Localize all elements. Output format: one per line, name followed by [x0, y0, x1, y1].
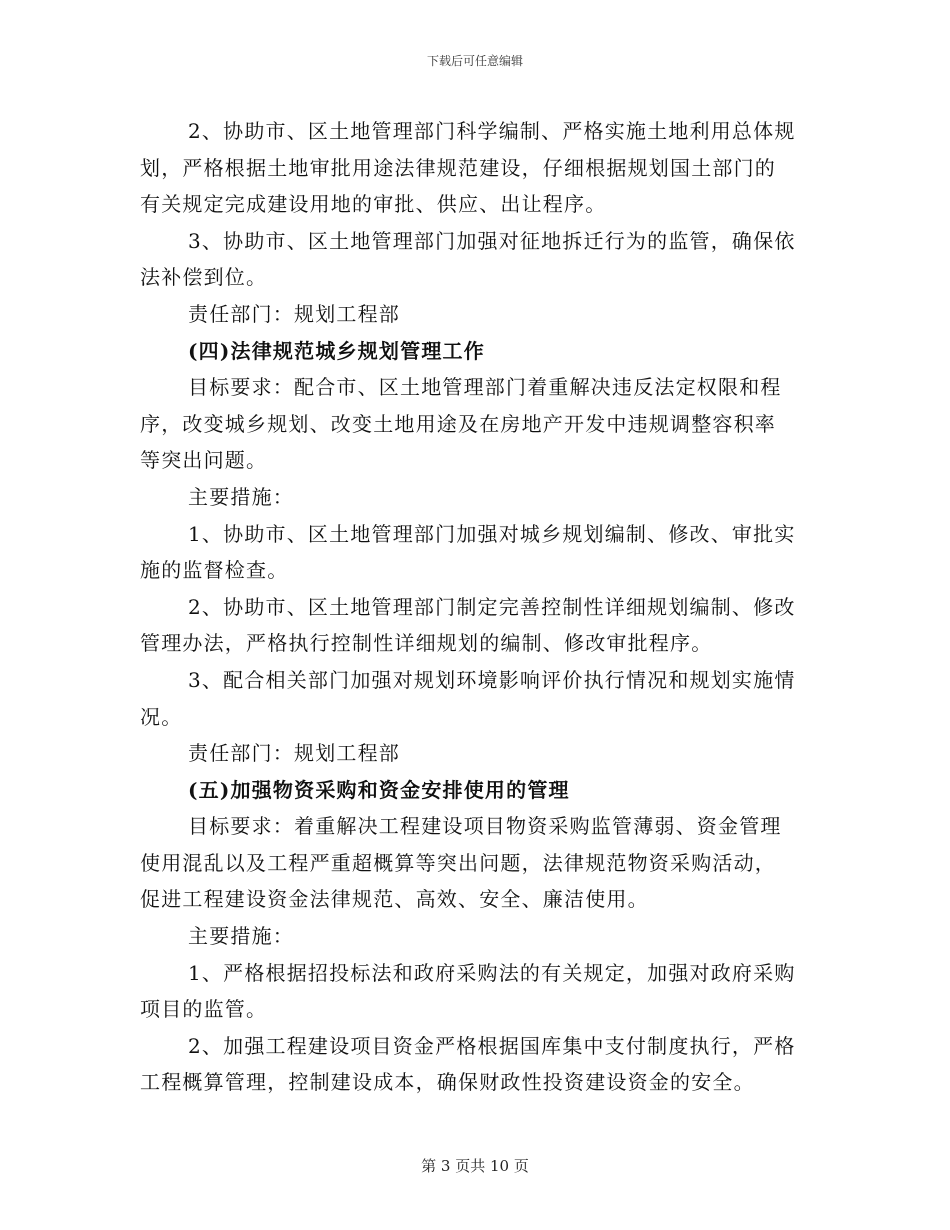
paragraph-line: 使用混乱以及工程严重超概算等突出问题，法律规范物资采购活动， [140, 850, 776, 875]
paragraph-line: 工程概算管理，控制建设成本，确保财政性投资建设资金的安全。 [140, 1070, 755, 1095]
measures-label: 主要措施： [188, 924, 294, 949]
paragraph-line: 况。 [140, 704, 183, 729]
paragraph-line: 管理办法，严格执行控制性详细规划的编制、修改审批程序。 [140, 631, 713, 656]
paragraph-line: 有关规定完成建设用地的审批、供应、出让程序。 [140, 192, 607, 217]
paragraph-line: 施的监督检查。 [140, 558, 289, 583]
paragraph-line: 2、协助市、区土地管理部门制定完善控制性详细规划编制、修改 [188, 594, 796, 619]
paragraph-line: 序，改变城乡规划、改变土地用途及在房地产开发中违规调整容积率 [140, 411, 776, 436]
responsible-department-line: 责任部门：规划工程部 [188, 301, 400, 326]
paragraph-line: 2、协助市、区土地管理部门科学编制、严格实施土地利用总体规 [188, 119, 796, 143]
paragraph-line: 3、配合相关部门加强对规划环境影响评价执行情况和规划实施情 [188, 667, 796, 692]
paragraph-line: 目标要求：着重解决工程建设项目物资采购监管薄弱、资金管理 [188, 814, 782, 839]
paragraph-line: 目标要求：配合市、区土地管理部门着重解决违反法定权限和程 [188, 375, 782, 400]
page-footer: 第 3 页共 10 页 [421, 1157, 529, 1175]
measures-label: 主要措施： [188, 484, 294, 509]
responsible-department-line: 责任部门：规划工程部 [188, 741, 400, 766]
paragraph-line: 2、加强工程建设项目资金严格根据国库集中支付制度执行，严格 [188, 1033, 796, 1058]
page-header: 下载后可任意编辑 [426, 54, 523, 68]
paragraph-line: 划，严格根据土地审批用途法律规范建设，仔细根据规划国土部门的 [140, 155, 776, 180]
paragraph-line: 1、严格根据招投标法和政府采购法的有关规定，加强对政府采购 [188, 960, 796, 985]
paragraph-line: 1、协助市、区土地管理部门加强对城乡规划编制、修改、审批实 [188, 521, 796, 546]
paragraph-line: 法补偿到位。 [140, 265, 268, 290]
paragraph-line: 3、协助市、区土地管理部门加强对征地拆迁行为的监管，确保依 [188, 228, 796, 253]
paragraph-line: 促进工程建设资金法律规范、高效、安全、廉洁使用。 [140, 887, 649, 912]
paragraph-line: 等突出问题。 [140, 448, 268, 473]
section-heading: (五)加强物资采购和资金安排使用的管理 [188, 777, 570, 802]
document-body [140, 113, 810, 1101]
section-heading: (四)法律规范城乡规划管理工作 [188, 338, 485, 363]
paragraph-line: 项目的监管。 [140, 997, 268, 1022]
